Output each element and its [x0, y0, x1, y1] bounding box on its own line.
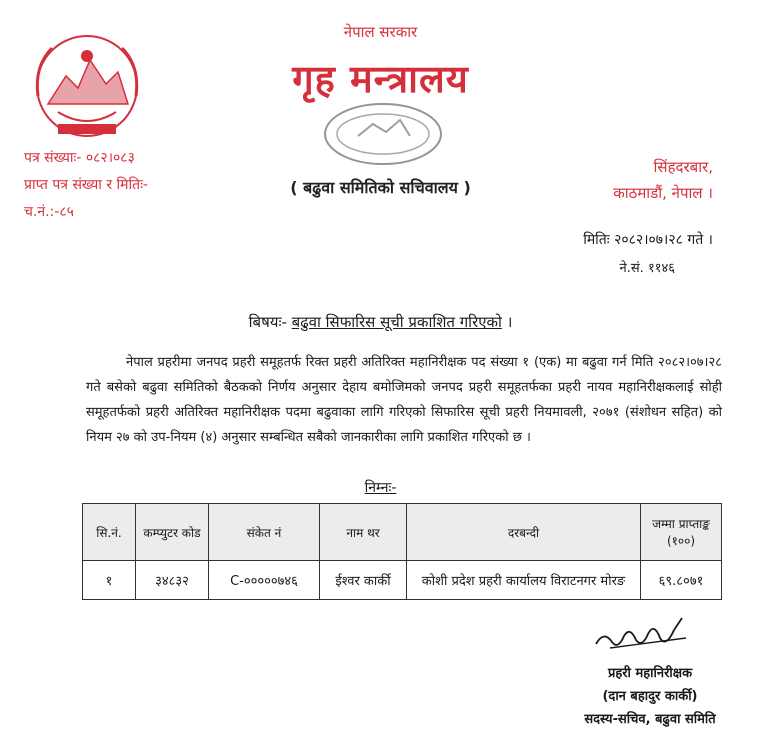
notice-body: नेपाल प्रहरीमा जनपद प्रहरी समूहतर्फ रिक्त प्रहरी अतिरिक्त महानिरीक्षक पद संख्या १ (एक) मा बढुवा गर्न मिति २०८२।०७।२८ गते बसेको बढुवा समितिको बैठकको निर्णय अनुसार देहाय बमोजिमको जनपद प्रहरी समूहतर्फका प्रहरी नायव महानिरीक्षकलाई सोही समूहतर्फको प्रहरी अतिरिक्त महानिरीक्षक पदमा बढुवाका लागि गरिएको सिफारिस सूची प्रहरी नियमावली, २०७१ (संशोधन सहित) को नियम २७ को उप-नियम (४) अनुसार सम्बन्धित सबैको जानकारीका लागि प्रकाशित गरिएको छ । [86, 355, 722, 445]
cell-post: कोशी प्रदेश प्रहरी कार्यालय विराटनगर मोरङ [407, 561, 641, 600]
col-name: नाम थर [320, 504, 407, 561]
col-sn: सि.नं. [83, 504, 136, 561]
signatory-name: (दान बहादुर कार्की) [602, 689, 698, 704]
cell-symbol-no: C-०००००७४६ [209, 561, 320, 600]
col-computer-code: कम्प्युटर कोड [136, 504, 209, 561]
cell-sn: १ [83, 561, 136, 600]
table-row [83, 561, 722, 600]
address-city: काठमाडौं, नेपाल । [613, 184, 713, 202]
reference-number: ने.सं. ११४६ [619, 261, 675, 276]
col-symbol-no: संकेत नं [209, 504, 320, 561]
subject-end: । [506, 313, 513, 331]
cell-score: ६९.८०७१ [641, 561, 722, 600]
ministry-title: गृह मन्त्रालय [292, 57, 469, 101]
signature-icon [590, 608, 700, 662]
dispatch-number: च.नं.:-८५ [24, 204, 74, 220]
subject-line [0, 312, 761, 332]
letter-date: मितिः २०८२।०७।२८ गते । [583, 232, 713, 248]
subject-text: बढुवा सिफारिस सूची प्रकाशित गरिएको [291, 313, 502, 331]
signatory-title: प्रहरी महानिरीक्षक [607, 666, 693, 681]
signatory-role: सदस्य-सचिव, बढुवा समिति [584, 712, 716, 727]
address-block [613, 154, 713, 206]
letter-number: पत्र संख्याः- ०८२।०८३ [24, 150, 135, 166]
address-place: सिंहदरबार, [653, 158, 713, 176]
col-post: दरबन्दी [407, 504, 641, 561]
table-header-row [83, 504, 722, 561]
signatory-block [555, 662, 745, 731]
list-heading: निम्नः- [364, 480, 397, 496]
col-score: जम्मा प्राप्ताङ्क (१००) [641, 504, 722, 561]
received-letter-line: प्राप्त पत्र संख्या र मितिः- [24, 177, 148, 193]
cell-name: ईश्वर कार्की [320, 561, 407, 600]
cell-computer-code: ३४८३२ [136, 561, 209, 600]
secretariat-subtitle: ( बढुवा समितिको सचिवालय ) [290, 178, 471, 197]
letter-reference-block [24, 148, 148, 229]
government-heading: नेपाल सरकार [343, 23, 418, 41]
ministry-stamp-icon [318, 96, 448, 172]
recommendation-table [82, 503, 722, 600]
subject-label: बिषयः- [248, 313, 287, 331]
